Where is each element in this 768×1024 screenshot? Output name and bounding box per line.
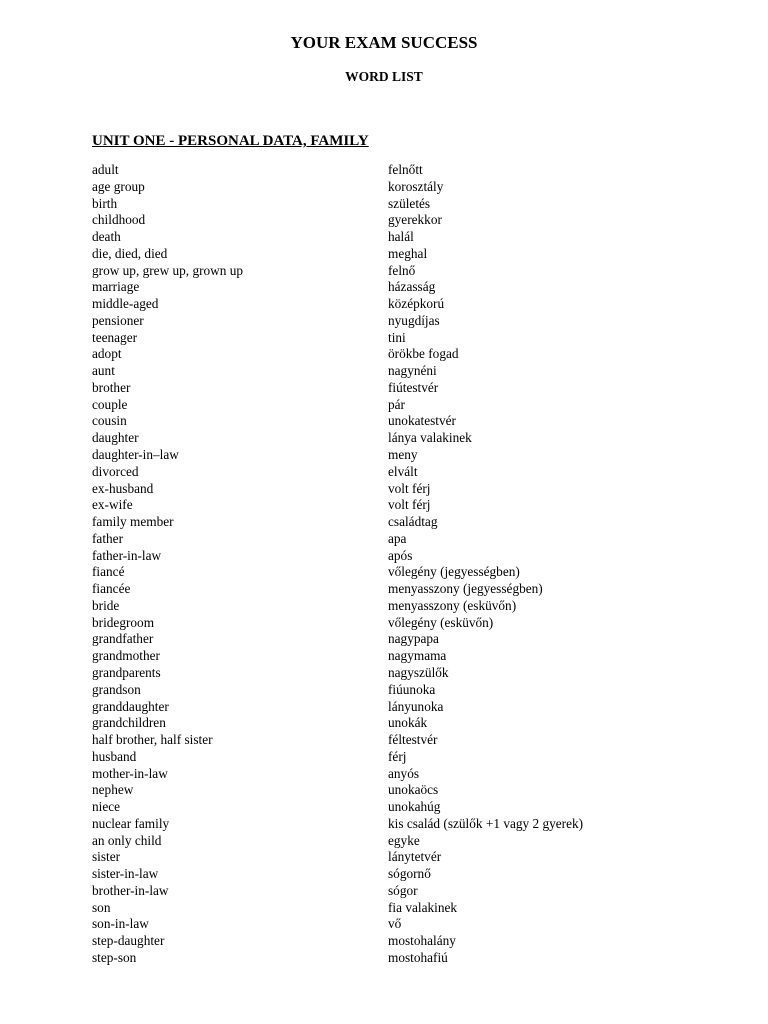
hungarian-translation: férj — [388, 748, 407, 764]
english-term: grandfather — [92, 631, 154, 647]
word-row — [0, 699, 768, 716]
english-term: father — [92, 530, 124, 546]
hungarian-translation: korosztály — [388, 178, 444, 194]
word-row — [0, 665, 768, 682]
english-term: cousin — [92, 413, 127, 429]
hungarian-translation: lánya valakinek — [388, 430, 472, 446]
word-row — [0, 900, 768, 917]
english-term: family member — [92, 514, 174, 530]
hungarian-translation: vőlegény (jegyességben) — [388, 564, 520, 580]
english-term: son-in-law — [92, 916, 149, 932]
word-row — [0, 196, 768, 213]
english-term: teenager — [92, 329, 138, 345]
hungarian-translation: születés — [388, 195, 431, 211]
hungarian-translation: menyasszony (esküvőn) — [388, 597, 517, 613]
english-term: bridegroom — [92, 614, 155, 630]
word-row — [0, 330, 768, 347]
hungarian-translation: sógornő — [388, 866, 431, 882]
hungarian-translation: nagynéni — [388, 363, 437, 379]
word-row — [0, 447, 768, 464]
hungarian-translation: elvált — [388, 463, 418, 479]
word-row — [0, 866, 768, 883]
hungarian-translation: pár — [388, 396, 405, 412]
word-row — [0, 430, 768, 447]
word-row — [0, 531, 768, 548]
hungarian-translation: unokahúg — [388, 799, 441, 815]
english-term: marriage — [92, 279, 140, 295]
hungarian-translation: fiúunoka — [388, 681, 436, 697]
hungarian-translation: após — [388, 547, 413, 563]
word-row — [0, 782, 768, 799]
english-term: fiancée — [92, 581, 131, 597]
word-row — [0, 548, 768, 565]
english-term: grow up, grew up, grown up — [92, 262, 244, 278]
hungarian-translation: gyerekkor — [388, 212, 442, 228]
hungarian-translation: apa — [388, 530, 407, 546]
english-term: half brother, half sister — [92, 732, 213, 748]
word-row — [0, 766, 768, 783]
word-row — [0, 799, 768, 816]
word-row — [0, 514, 768, 531]
english-term: adult — [92, 162, 119, 177]
hungarian-translation: felnőtt — [388, 162, 423, 177]
word-row — [0, 564, 768, 581]
word-row — [0, 413, 768, 430]
unit-heading: UNIT ONE - PERSONAL DATA, FAMILY — [92, 133, 369, 149]
hungarian-translation: unokatestvér — [388, 413, 456, 429]
hungarian-translation: nagypapa — [388, 631, 439, 647]
english-term: grandparents — [92, 664, 161, 680]
english-term: ex-wife — [92, 497, 133, 513]
document-subtitle: WORD LIST — [345, 69, 423, 84]
hungarian-translation: nyugdíjas — [388, 312, 440, 328]
english-term: grandchildren — [92, 715, 166, 731]
english-term: fiancé — [92, 564, 125, 580]
hungarian-translation: mostohafiú — [388, 949, 448, 965]
word-row — [0, 363, 768, 380]
word-row — [0, 380, 768, 397]
english-term: step-daughter — [92, 933, 165, 949]
word-row — [0, 950, 768, 967]
word-row — [0, 279, 768, 296]
word-row — [0, 682, 768, 699]
hungarian-translation: anyós — [388, 765, 420, 781]
word-row — [0, 246, 768, 263]
word-row — [0, 598, 768, 615]
hungarian-translation: vőlegény (esküvőn) — [388, 614, 494, 630]
english-term: adopt — [92, 346, 122, 362]
word-row — [0, 615, 768, 632]
english-term: daughter-in–law — [92, 447, 179, 463]
english-term: middle-aged — [92, 296, 159, 312]
word-list — [0, 162, 768, 967]
word-row — [0, 749, 768, 766]
english-term: father-in-law — [92, 547, 162, 563]
english-term: nephew — [92, 782, 134, 798]
word-row — [0, 715, 768, 732]
english-term: daughter — [92, 430, 139, 446]
english-term: grandson — [92, 681, 141, 697]
word-row — [0, 296, 768, 313]
hungarian-translation: meny — [388, 447, 418, 463]
hungarian-translation: nagymama — [388, 648, 447, 664]
english-term: mother-in-law — [92, 765, 168, 781]
hungarian-translation: féltestvér — [388, 732, 438, 748]
english-term: nuclear family — [92, 815, 170, 831]
english-term: divorced — [92, 463, 139, 479]
english-term: niece — [92, 799, 121, 815]
hungarian-translation: nagyszülők — [388, 664, 449, 680]
hungarian-translation: házasság — [388, 279, 436, 295]
document-title: YOUR EXAM SUCCESS — [290, 33, 478, 52]
english-term: brother-in-law — [92, 882, 169, 898]
hungarian-translation: családtag — [388, 514, 438, 530]
word-row — [0, 648, 768, 665]
word-row — [0, 581, 768, 598]
word-row — [0, 631, 768, 648]
hungarian-translation: fiútestvér — [388, 379, 439, 395]
hungarian-translation: egyke — [388, 832, 420, 848]
hungarian-translation: volt férj — [388, 480, 431, 496]
word-row — [0, 313, 768, 330]
word-row — [0, 481, 768, 498]
english-term: sister-in-law — [92, 866, 159, 882]
hungarian-translation: menyasszony (jegyességben) — [388, 581, 543, 597]
english-term: an only child — [92, 832, 162, 848]
word-row — [0, 732, 768, 749]
english-term: husband — [92, 748, 137, 764]
hungarian-translation: fia valakinek — [388, 899, 458, 915]
hungarian-translation: felnő — [388, 262, 416, 278]
word-row — [0, 212, 768, 229]
english-term: step-son — [92, 949, 137, 965]
word-row — [0, 833, 768, 850]
english-term: grandmother — [92, 648, 160, 664]
hungarian-translation: középkorú — [388, 296, 445, 312]
word-row — [0, 263, 768, 280]
english-term: die, died, died — [92, 245, 168, 261]
hungarian-translation: unokaöcs — [388, 782, 439, 798]
english-term: aunt — [92, 363, 115, 379]
english-term: childhood — [92, 212, 146, 228]
hungarian-translation: sógor — [388, 882, 418, 898]
english-term: age group — [92, 178, 145, 194]
word-row — [0, 883, 768, 900]
english-term: couple — [92, 396, 128, 412]
word-row — [0, 849, 768, 866]
hungarian-translation: halál — [388, 229, 414, 245]
hungarian-translation: meghal — [388, 245, 428, 261]
hungarian-translation: kis család (szülők +1 vagy 2 gyerek) — [388, 815, 584, 831]
hungarian-translation: volt férj — [388, 497, 431, 513]
word-row — [0, 497, 768, 514]
word-row — [0, 933, 768, 950]
hungarian-translation: vő — [388, 916, 402, 932]
hungarian-translation: lányunoka — [388, 698, 444, 714]
hungarian-translation: tini — [388, 329, 406, 345]
english-term: ex-husband — [92, 480, 154, 496]
word-row — [0, 916, 768, 933]
hungarian-translation: mostohalány — [388, 933, 456, 949]
word-row — [0, 816, 768, 833]
english-term: granddaughter — [92, 698, 169, 714]
word-row — [0, 179, 768, 196]
hungarian-translation: örökbe fogad — [388, 346, 459, 362]
english-term: bride — [92, 597, 120, 613]
hungarian-translation: unokák — [388, 715, 428, 731]
english-term: pensioner — [92, 312, 144, 328]
word-row — [0, 397, 768, 414]
word-row — [0, 162, 768, 179]
word-row — [0, 229, 768, 246]
english-term: son — [92, 899, 111, 915]
english-term: sister — [92, 849, 121, 865]
hungarian-translation: lánytetvér — [388, 849, 442, 865]
word-row — [0, 346, 768, 363]
english-term: brother — [92, 379, 131, 395]
english-term: birth — [92, 195, 118, 211]
english-term: death — [92, 229, 121, 245]
word-row — [0, 464, 768, 481]
